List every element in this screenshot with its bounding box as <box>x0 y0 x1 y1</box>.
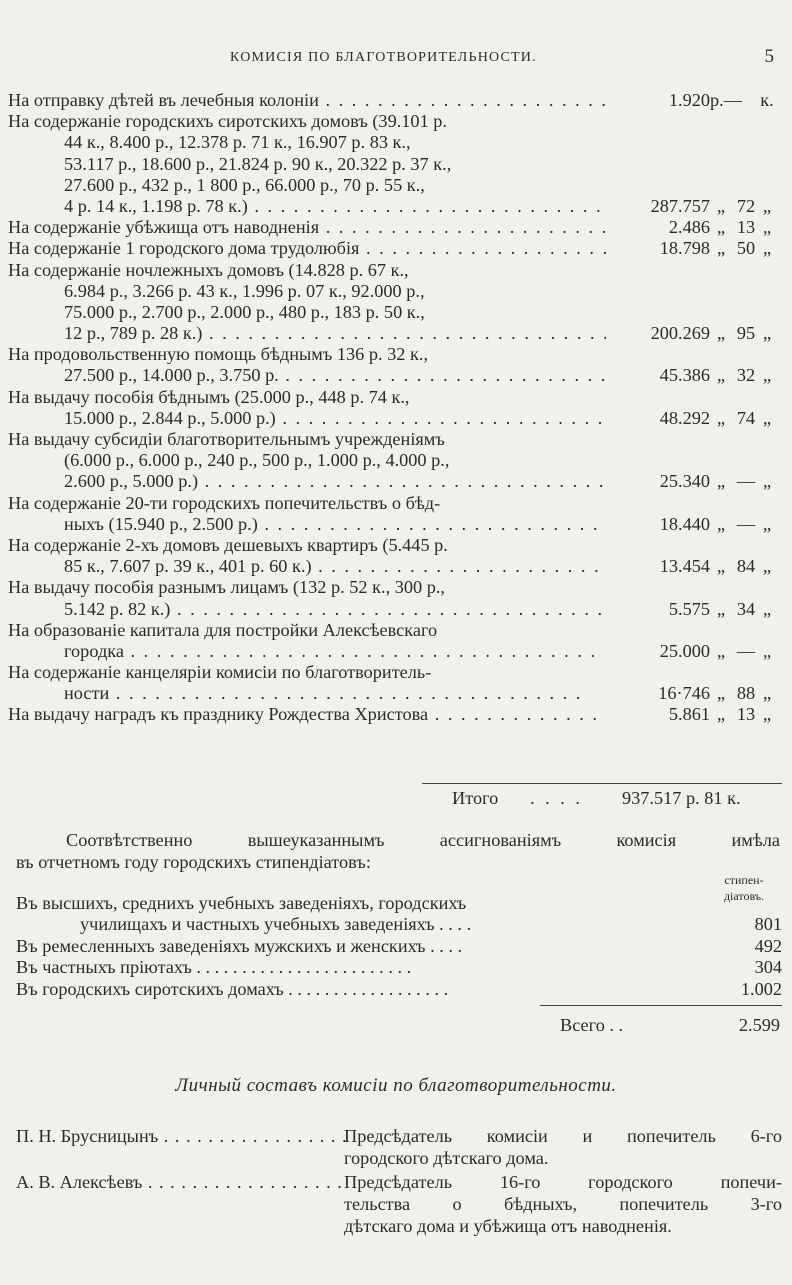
amount-rubles: 18.798 <box>659 238 710 259</box>
expense-line <box>8 535 606 556</box>
amount-rubles: 13.454 <box>659 556 710 577</box>
expense-amount <box>626 408 792 429</box>
person-role <box>344 1171 782 1237</box>
expense-line-text: 12 р., 789 р. 28 к.) . . . <box>64 323 606 343</box>
person-role-line: городского дѣтскаго дома. <box>344 1148 549 1168</box>
expense-line <box>8 599 606 620</box>
expense-line-text: 75.000 р., 2.700 р., 2.000 р., 480 р., 183 р. 50 к., <box>64 301 425 322</box>
total-label: Итого <box>452 788 499 808</box>
scholars-intro-line: въ отчетномъ году городскихъ стипендіатовъ: <box>16 851 371 872</box>
expense-line-text: 85 к., 7.607 р. 39 к., 401 р. 60 к.) . . . <box>64 556 606 576</box>
amount-kopecks: 34 <box>736 598 756 619</box>
page-number: 5 <box>764 46 774 67</box>
expense-row <box>8 90 780 111</box>
expense-row <box>8 387 780 429</box>
expense-row <box>8 577 780 619</box>
expense-line-text: 53.117 р., 18.600 р., 21.824 р. 90 к., 20.322 р. 37 к., <box>64 153 452 174</box>
expense-line-text: ныхъ (15.940 р., 2.500 р.) . . . <box>64 514 606 534</box>
expense-line-text: 6.984 р., 3.266 р. 43 к., 1.996 р. 07 к., 92.000 р., <box>64 280 425 301</box>
person-name: А. В. Алексѣевъ . . . <box>16 1171 346 1193</box>
expense-line <box>8 577 606 598</box>
persons-list <box>16 1125 782 1239</box>
expense-row <box>8 704 780 725</box>
expense-amount <box>626 556 792 577</box>
scholars-row-value: 492 <box>754 935 782 956</box>
expense-description <box>8 577 606 619</box>
expense-line-text: На образованіе капитала для постройки Алексѣевскаго <box>8 619 438 640</box>
amount-kopecks: 88 <box>736 683 756 704</box>
expense-line <box>8 387 606 408</box>
amount-kopecks: 32 <box>736 365 756 386</box>
expense-amount <box>626 217 792 238</box>
expense-description <box>8 704 606 725</box>
expense-line <box>8 302 606 323</box>
expense-description <box>8 217 606 238</box>
expense-line-text: 44 к., 8.400 р., 12.378 р. 71 к., 16.907 р. 83 к., <box>64 132 411 153</box>
expense-description <box>8 90 606 111</box>
expense-row <box>8 217 780 238</box>
amount-unit: „ <box>762 640 772 661</box>
expense-line <box>8 408 606 429</box>
amount-unit: „ <box>762 598 772 619</box>
expense-amount <box>626 196 792 217</box>
amount-rubles: 287.757 <box>650 195 710 216</box>
amount-unit: „ <box>762 238 772 259</box>
expense-line-text: На содержаніе канцеляріи комисіи по благотворитель- <box>8 662 432 683</box>
section-title: Личный составъ комисіи по благотворительности. <box>175 1075 617 1096</box>
amount-unit: „ <box>716 365 726 386</box>
person-entry <box>16 1171 782 1237</box>
amount-unit: „ <box>762 365 772 386</box>
scholars-row-text: Въ ремесленныхъ заведеніяхъ мужскихъ и женскихъ . . . . <box>16 935 463 956</box>
total-rule <box>422 783 782 784</box>
total-leader: . . . . <box>530 788 583 808</box>
scholars-row-text: Въ высшихъ, среднихъ учебныхъ заведеніяхъ, городскихъ <box>16 893 467 913</box>
expense-line <box>8 90 606 111</box>
person-role-line: Предсѣдатель 16-го городского попечи- <box>344 1172 782 1192</box>
person-name: П. Н. Брусницынъ . . . <box>16 1125 346 1147</box>
expense-list <box>8 90 780 726</box>
expense-line <box>8 365 606 386</box>
sum-rule <box>540 1005 782 1006</box>
scholars-row-line <box>16 936 782 957</box>
expense-line <box>8 154 606 175</box>
expense-line <box>8 429 606 450</box>
expense-row <box>8 260 780 345</box>
scholars-row-text: Въ частныхъ пріютахъ . . . . . . . . . . . . . . . . . . . . . . . . <box>16 957 412 978</box>
expense-line-text: На содержаніе убѣжища отъ наводненія . . . <box>8 217 606 237</box>
expense-line <box>8 344 606 365</box>
expense-row <box>8 111 780 217</box>
amount-rubles: 18.440 <box>659 513 710 534</box>
amount-rubles: 2.486 <box>668 217 710 238</box>
amount-unit: „ <box>716 513 726 534</box>
amount-kopecks: — <box>736 513 756 534</box>
expense-description <box>8 535 606 577</box>
amount-unit: „ <box>716 598 726 619</box>
amount-kopecks: — <box>736 640 756 661</box>
expense-row <box>8 238 780 259</box>
scholars-row-line <box>16 979 782 1000</box>
expense-amount <box>626 683 792 704</box>
expense-amount <box>626 238 792 259</box>
expense-amount <box>626 641 792 662</box>
scholars-row-line <box>16 893 782 914</box>
expense-amount <box>626 514 792 535</box>
expense-line-text: На выдачу наградъ къ празднику Рождества Христова . . . <box>8 704 606 724</box>
expense-row <box>8 344 780 386</box>
amount-unit: „ <box>762 407 772 428</box>
amount-unit: „ <box>762 217 772 238</box>
column-header-line: стипен- <box>724 873 764 887</box>
scholars-sum <box>0 1015 792 1037</box>
expense-description <box>8 111 606 217</box>
scholars-row-line <box>16 957 782 978</box>
expense-line <box>8 683 606 704</box>
expense-line <box>8 450 606 471</box>
scholars-intro <box>16 830 780 873</box>
expense-line <box>8 493 606 514</box>
amount-rubles: 25.000 <box>659 640 710 661</box>
amount-unit: к. <box>760 90 774 110</box>
expense-description <box>8 662 606 704</box>
scholars-list <box>16 893 782 1000</box>
amount-rubles: 5.861 <box>668 704 710 725</box>
expense-line <box>8 323 606 344</box>
expense-line-text: На содержаніе 20-ти городскихъ попечительствъ о бѣд- <box>8 492 441 513</box>
sum-label: Всего . . <box>560 1015 624 1035</box>
expense-amount <box>626 323 792 344</box>
expense-line <box>8 238 606 259</box>
expense-row <box>8 662 780 704</box>
expense-line-text: На содержаніе 2-хъ домовъ дешевыхъ квартиръ (5.445 р. <box>8 534 448 555</box>
amount-kopecks: 84 <box>736 556 756 577</box>
amount-rubles: 45.386 <box>659 365 710 386</box>
amount-unit: „ <box>716 683 726 704</box>
expense-amount <box>626 365 792 386</box>
expense-line <box>8 175 606 196</box>
expense-amount <box>626 704 792 725</box>
expense-line <box>8 641 606 662</box>
expense-line-text: 27.500 р., 14.000 р., 3.750 р. . . . <box>64 365 606 385</box>
running-title: КОМИСІЯ ПО БЛАГОТВОРИТЕЛЬНОСТИ. <box>230 50 537 65</box>
expense-line-text: (6.000 р., 6.000 р., 240 р., 500 р., 1.000 р., 4.000 р., <box>64 450 450 471</box>
amount-unit: „ <box>762 556 772 577</box>
amount-unit: „ <box>762 471 772 492</box>
expense-amount <box>626 90 792 111</box>
expense-line <box>8 196 606 217</box>
expense-line-text: На выдачу субсидіи благотворительнымъ учрежденіямъ <box>8 429 445 449</box>
expense-line-text: На отправку дѣтей въ лечебныя колоніи . . . <box>8 90 606 110</box>
expense-description <box>8 429 606 493</box>
column-header-line: діатовъ. <box>723 889 765 903</box>
person-role-line: дѣтскаго дома и убѣжища отъ наводненія. <box>344 1216 672 1236</box>
amount-rubles: 1.920 <box>668 90 710 110</box>
expense-line-text: 15.000 р., 2.844 р., 5.000 р.) . . . <box>64 408 606 428</box>
expense-amount <box>626 471 792 492</box>
amount-unit: „ <box>762 195 772 216</box>
scholars-row-line <box>16 914 782 935</box>
amount-unit: „ <box>716 704 726 725</box>
amount-kopecks: 74 <box>736 407 756 428</box>
expense-line-text: городка . . . <box>64 641 597 661</box>
expense-description <box>8 387 606 429</box>
expense-line <box>8 111 606 132</box>
amount-kopecks: 95 <box>736 323 756 344</box>
expense-line <box>8 620 606 641</box>
expense-line-text: На содержаніе 1 городского дома трудолюбія . . . <box>8 238 606 258</box>
expense-description <box>8 620 606 662</box>
expense-line-text: ности . . . <box>64 683 582 703</box>
amount-rubles: 200.269 <box>650 323 710 344</box>
expense-line-text: 4 р. 14 к., 1.198 р. 78 к.) . . . <box>64 196 606 216</box>
amount-unit: „ <box>762 513 772 534</box>
amount-kopecks: — <box>736 471 756 492</box>
sum-value: 2.599 <box>738 1015 780 1035</box>
amount-kopecks: 13 <box>736 217 756 238</box>
scholars-row-text: Въ городскихъ сиротскихъ домахъ . . . . . . . . . . . . . . . . . . <box>16 978 449 999</box>
amount-unit: „ <box>716 217 726 238</box>
expense-line-text: На содержаніе городскихъ сиротскихъ домовъ (39.101 р. <box>8 111 447 132</box>
expense-description <box>8 260 606 345</box>
person-entry <box>16 1125 782 1169</box>
expense-line-text: На содержаніе ночлежныхъ домовъ (14.828 р. 67 к., <box>8 259 409 280</box>
amount-unit: „ <box>716 407 726 428</box>
expense-total <box>0 788 792 810</box>
expense-row <box>8 620 780 662</box>
amount-unit: р.— <box>710 90 742 110</box>
amount-unit: „ <box>716 195 726 216</box>
amount-unit: „ <box>762 704 772 725</box>
amount-unit: „ <box>716 640 726 661</box>
person-role-line: тельства о бѣдныхъ, попечитель 3-го <box>344 1194 782 1214</box>
scholars-row-value: 304 <box>754 957 782 978</box>
expense-description <box>8 238 606 259</box>
expense-line <box>8 217 606 238</box>
amount-kopecks: 72 <box>736 195 756 216</box>
amount-unit: „ <box>716 323 726 344</box>
expense-line <box>8 471 606 492</box>
expense-line-text: На выдачу пособія бѣднымъ (25.000 р., 448 р. 74 к., <box>8 386 410 407</box>
amount-unit: „ <box>716 471 726 492</box>
amount-kopecks: 13 <box>736 704 756 725</box>
expense-row <box>8 429 780 493</box>
amount-rubles: 48.292 <box>659 407 710 428</box>
person-role-line: Предсѣдатель комисіи и попечитель 6-го <box>344 1126 782 1146</box>
scholars-row-text: училищахъ и частныхъ учебныхъ заведеніяхъ . . . . <box>80 914 472 935</box>
expense-row <box>8 493 780 535</box>
amount-kopecks: 50 <box>736 238 756 259</box>
expense-description <box>8 344 606 386</box>
scholars-intro-line: Соотвѣтственно вышеуказаннымъ ассигнованіямъ комисія имѣла <box>66 830 780 850</box>
scholars-row-value: 801 <box>754 914 782 935</box>
amount-unit: „ <box>762 683 772 704</box>
amount-unit: „ <box>716 238 726 259</box>
expense-line-text: 27.600 р., 432 р., 1 800 р., 66.000 р., 70 р. 55 к., <box>64 174 425 195</box>
expense-line <box>8 556 606 577</box>
expense-line <box>8 704 606 725</box>
expense-description <box>8 493 606 535</box>
expense-line-text: 2.600 р., 5.000 р.) . . . <box>64 471 606 491</box>
scholars-row-value: 1.002 <box>740 978 782 999</box>
amount-rubles: 25.340 <box>659 471 710 492</box>
expense-line <box>8 260 606 281</box>
page-header <box>0 48 792 72</box>
amount-rubles: 16·746 <box>658 683 710 704</box>
total-value: 937.517 р. 81 к. <box>622 788 741 808</box>
expense-amount <box>626 599 792 620</box>
amount-unit: „ <box>762 323 772 344</box>
expense-line <box>8 662 606 683</box>
person-role <box>344 1125 782 1169</box>
expense-line-text: На продовольственную помощь бѣднымъ 136 р. 32 к., <box>8 344 429 365</box>
expense-line-text: На выдачу пособія разнымъ лицамъ (132 р. 52 к., 300 р., <box>8 577 445 598</box>
amount-rubles: 5.575 <box>668 598 710 619</box>
expense-line-text: 5.142 р. 82 к.) . . . <box>64 599 606 619</box>
expense-line <box>8 281 606 302</box>
amount-unit: „ <box>716 556 726 577</box>
expense-row <box>8 535 780 577</box>
expense-line <box>8 514 606 535</box>
expense-line <box>8 132 606 153</box>
